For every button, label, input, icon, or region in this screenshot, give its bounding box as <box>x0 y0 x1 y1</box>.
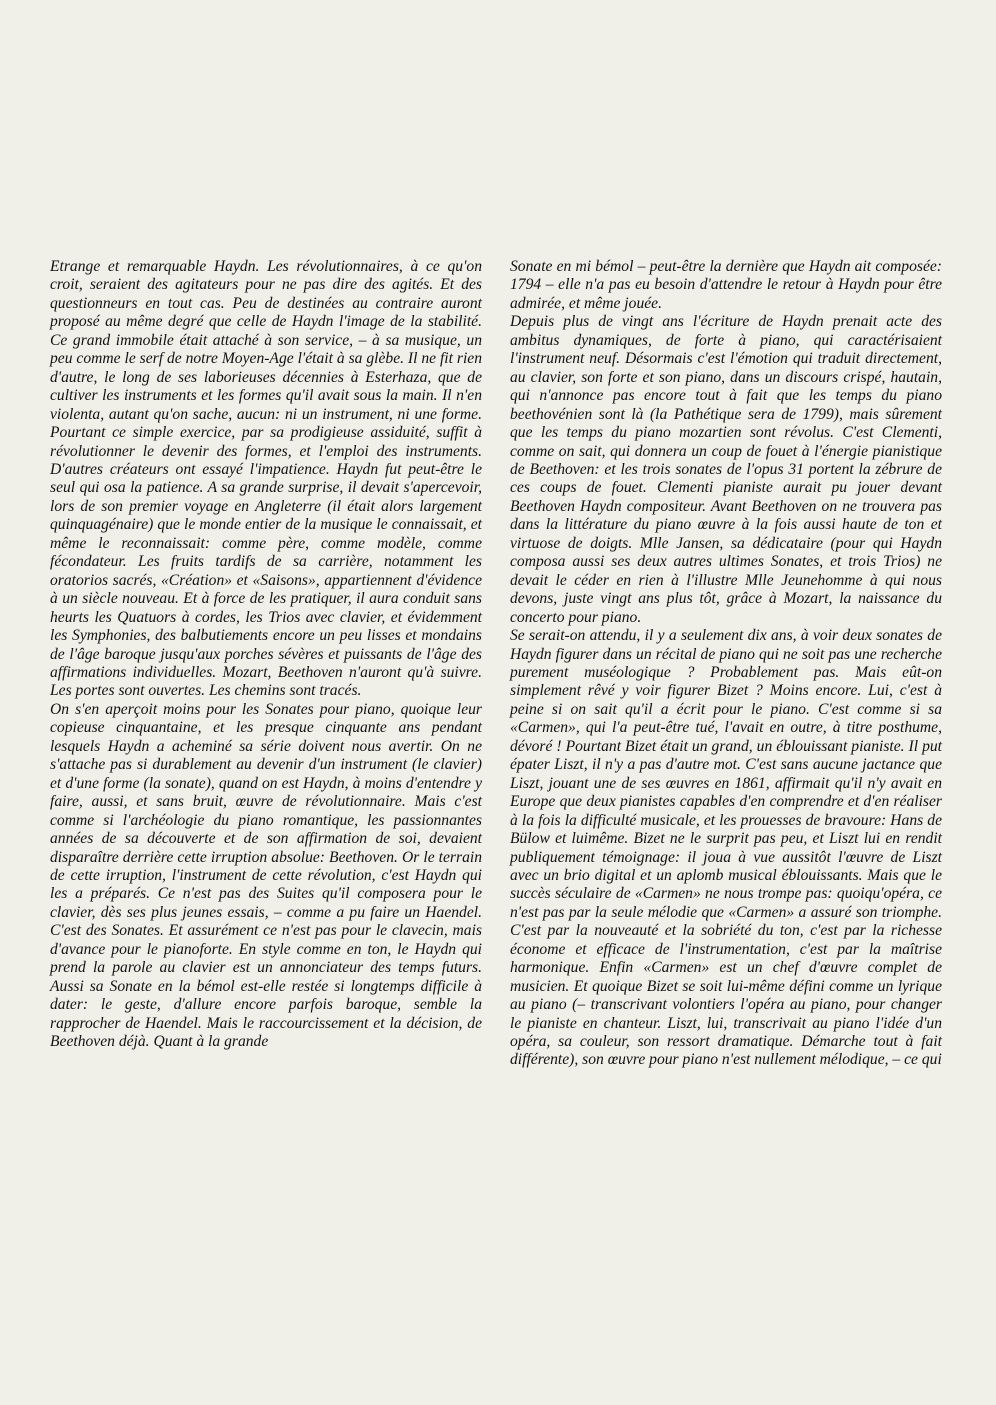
paragraph: Se serait-on attendu, il y a seulement dix ans, à voir deux sonates de Haydn figurer dans un récital de piano qui ne soit pas une recherche purement muséologique ? Probablement pas. Mais eût-on simplement rêvé y voir figurer Bizet ? Moins encore. Lui, c'est à peine si on sait qu'il a écrit pour le piano. C'est comme si sa «Carmen», qui l'a peut-être tué, l'avait en outre, à titre posthume, dévoré ! Pourtant Bizet était un grand, un éblouissant pianiste. Il put épater Liszt, il n'y a pas d'autre mot. C'est sans aucune jactance que Liszt, jouant une de ses œuvres en 1861, affirmait qu'il n'y avait en Europe que deux pianistes capables d'en comprendre et d'en réaliser à la fois la difficulté musicale, et les prouesses de bravoure: Hans de Bülow et luimême. Bizet ne le surprit pas peu, et Liszt lui en rendit publiquement témoignage: il joua à vue aussitôt l'œuvre de Liszt avec un brio digital et un aplomb musical éblouissants. Mais que le succès séculaire de «Carmen» ne nous trompe pas: quoiqu'opéra, ce n'est pas par la seule mélodie que «Carmen» a assuré son triomphe. C'est par la nouveauté et la sobriété du ton, c'est par la richesse économe et efficace de l'instrumentation, c'est par la maîtrise harmonique. Enfin «Carmen» est un chef d'œuvre complet de musicien. Et quoique Bizet se soit lui-même défini comme un lyrique au piano (– transcrivant volontiers l'opéra au piano, pour changer le pianiste en chanteur. Liszt, lui, transcrivait au piano l'idée d'un opéra, sa couleur, son ressort dramatique. Démarche tout à fait différente), son œuvre pour piano n'est nullement mélodique, – ce qui <box>510 627 942 1069</box>
paragraph: On s'en aperçoit moins pour les Sonates pour piano, quoique leur copieuse cinquantaine, et les presque cinquante ans pendant lesquels Haydn a acheminé sa série doivent nous avertir. On ne s'attache pas si durablement au devenir d'un instrument (le clavier) et d'une forme (la sonate), quand on est Haydn, à moins d'entendre y faire, aussi, et sans bruit, œuvre de révolutionnaire. Mais c'est comme si l'archéologie du piano romantique, les passionnantes années de sa découverte et de son affirmation de soi, devaient disparaître derrière cette irruption absolue: Beethoven. Or le terrain de cette irruption, l'instrument de cette révolution, c'est Haydn qui les a préparés. Ce n'est pas des Suites qu'il composera pour le clavier, dès ses plus jeunes essais, – comme a pu faire un Haendel. C'est des Sonates. Et assurément ce n'est pas pour le clavecin, mais d'avance pour le pianoforte. En style comme en ton, le Haydn qui prend la parole au clavier est un annonciateur des temps futurs. Aussi sa Sonate en la bémol est-elle restée si longtemps difficile à dater: le geste, d'allure encore parfois baroque, semble la rapprocher de Haendel. Mais le raccourcissement et la décision, de Beethoven déjà. Quant à la grande <box>50 700 482 1051</box>
paragraph: Etrange et remarquable Haydn. Les révolutionnaires, à ce qu'on croit, seraient des agitateurs pour ne pas dire des agités. Et des questionneurs en tout cas. Peu de destinées au contraire auront proposé au même degré que celle de Haydn l'image de la stabilité. Ce grand immobile était attaché à son service, – à sa musique, un peu comme le serf de notre Moyen-Age l'était à sa glèbe. Il ne fit rien d'autre, le long de ses laborieuses décennies à Esterhaza, que de cultiver les instruments et les formes qu'il avait sous la main. Il n'en violenta, autant qu'on sache, aucun: ni un instrument, ni une forme. Pourtant ce simple exercice, par sa prodigieuse assiduité, suffit à révolutionner le devenir des formes, et l'emploi des instruments. D'autres créateurs ont essayé l'impatience. Haydn fut peut-être le seul qui osa la patience. A sa grande surprise, il devait s'apercevoir, lors de son premier voyage en Angleterre (il était alors largement quinquagénaire) que le monde entier de la musique le connaissait, et même le reconnaissait: comme père, comme modèle, comme fécondateur. Les fruits tardifs de sa carrière, notamment les oratorios sacrés, «Création» et «Saisons», appartiennent d'évidence à un siècle nouveau. Et à force de les pratiquer, il aura conduit sans heurts les Quatuors à cordes, les Trios avec clavier, et évidemment les Symphonies, des balbutiements encore un peu lisses et mondains de l'âge baroque jusqu'aux porches sévères et puissants de l'âge des affirmations individuelles. Mozart, Beethoven n'auront qu'à suivre. Les portes sont ouvertes. Les chemins sont tracés. <box>50 258 482 700</box>
paragraph: Depuis plus de vingt ans l'écriture de Haydn prenait acte des ambitus dynamiques, de forte à piano, qui caractérisaient l'instrument neuf. Désormais c'est l'émotion qui traduit directement, au clavier, son forte et son piano, dans un discours crispé, hautain, qui n'annonce pas encore tout à fait que les temps du piano beethovénien sont là (la Pathétique sera de 1799), mais sûrement que les temps du piano mozartien sont révolus. C'est Clementi, comme on sait, qui donnera un coup de fouet à l'énergie pianistique de Beethoven: et les trois sonates de l'opus 31 portent la zébrure de ces coups de fouet. Clementi pianiste aurait pu jouer devant Beethoven Haydn compositeur. Avant Beethoven on ne trouvera pas dans la littérature du piano œuvre à la fois aussi haute de ton et virtuose de doigts. Mlle Jansen, sa dédicataire (pour qui Haydn composa aussi ses deux autres ultimes Sonates, et trois Trios) ne devait le céder en rien à l'illustre Mlle Jeunehomme à qui nous devons, juste vingt ans plus tôt, grâce à Mozart, la naissance du concerto pour piano. <box>510 313 942 626</box>
left-text-column <box>50 258 482 1051</box>
right-text-column <box>510 258 942 1070</box>
paragraph: Sonate en mi bémol – peut-être la dernière que Haydn ait composée: 1794 – elle n'a pas eu besoin d'attendre le retour à Haydn pour être admirée, et même jouée. <box>510 258 942 312</box>
